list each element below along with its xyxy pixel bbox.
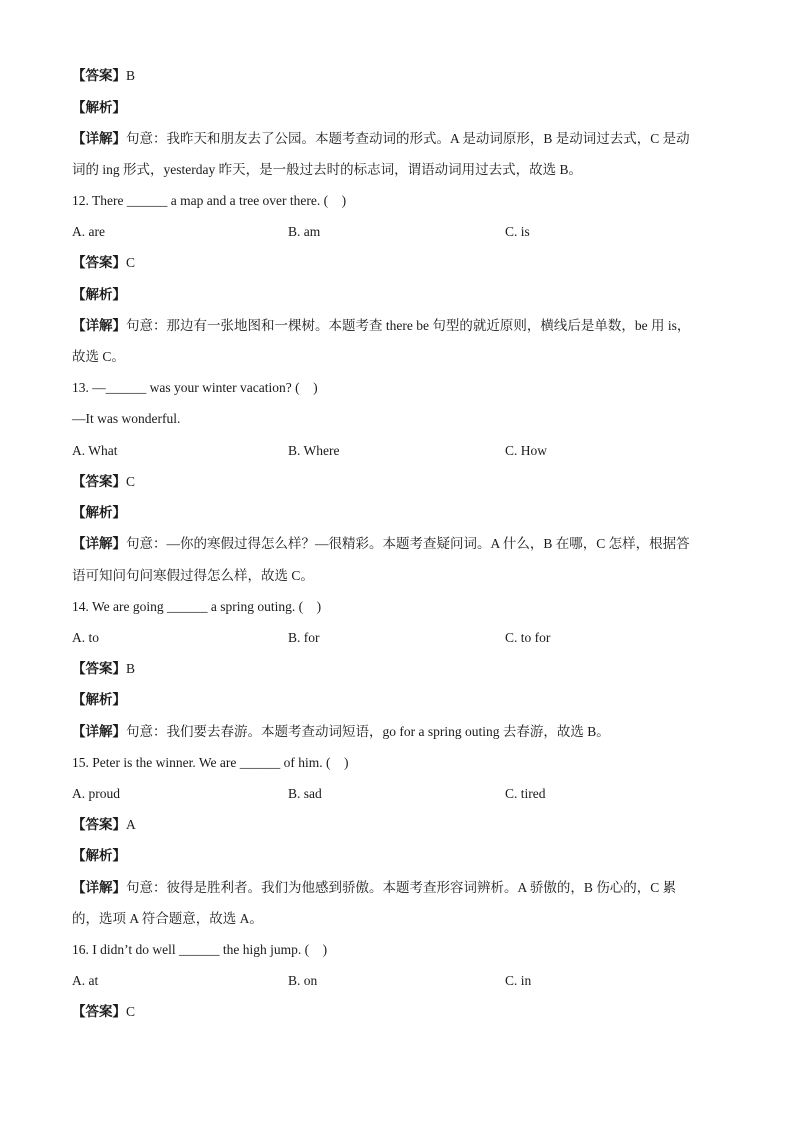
option-c: C. in (505, 973, 532, 988)
detail-line (72, 316, 714, 336)
question-text: 13. —______ was your winter vacation? ( ) (72, 380, 318, 395)
detail-line (72, 129, 714, 149)
answer-label: 【答案】 (72, 817, 126, 832)
detail-label: 【详解】 (72, 536, 126, 551)
question-text: 14. We are going ______ a spring outing. ( ) (72, 599, 322, 614)
option-c: C. to for (505, 630, 551, 645)
option-b: B. Where (288, 443, 340, 458)
option-c: C. How (505, 443, 548, 458)
detail-line (72, 534, 714, 554)
detail-label: 【详解】 (72, 131, 126, 146)
detail-label: 【详解】 (72, 318, 126, 333)
detail-text: 句意：那边有一张地图和一棵树。本题考查 there be 句型的就近原则，横线后是单数，be 用 is， (126, 318, 691, 333)
option-c: C. tired (505, 786, 546, 801)
detail-text: 词的 ing 形式，yesterday 昨天，是一般过去时的标志词，谓语动词用过去式，故选 B。 (72, 162, 582, 177)
option-b: B. on (288, 973, 318, 988)
detail-text: 的，选项 A 符合题意，故选 A。 (72, 911, 263, 926)
answer-value: C (126, 255, 136, 270)
detail-text: 句意：彼得是胜利者。我们为他感到骄傲。本题考查形容词辨析。A 骄傲的，B 伤心的，C 累 (126, 880, 677, 895)
answer-label: 【答案】 (72, 474, 126, 489)
question-text: 16. I didn’t do well ______ the high jump. ( ) (72, 942, 328, 957)
analysis-label: 【解析】 (72, 287, 126, 302)
detail-label: 【详解】 (72, 880, 126, 895)
analysis-label: 【解析】 (72, 505, 126, 520)
answer-label: 【答案】 (72, 255, 126, 270)
detail-line (72, 878, 714, 898)
question-text-line2: —It was wonderful. (72, 411, 181, 426)
answer-line (72, 1002, 714, 1022)
question-text: 15. Peter is the winner. We are ______ of him. ( ) (72, 755, 349, 770)
answer-value: C (126, 1004, 136, 1019)
answer-label: 【答案】 (72, 661, 126, 676)
detail-text: 语可知问句问寒假过得怎么样，故选 C。 (72, 568, 314, 583)
detail-text: 句意：—你的寒假过得怎么样？—很精彩。本题考查疑问词。A 什么，B 在哪，C 怎样，根据答 (126, 536, 690, 551)
option-a: A. to (72, 630, 99, 645)
detail-line (72, 722, 714, 742)
answer-line (72, 659, 714, 679)
analysis-label: 【解析】 (72, 692, 126, 707)
option-a: A. proud (72, 786, 120, 801)
option-a: A. are (72, 224, 105, 239)
answer-line (72, 66, 714, 86)
question-text: 12. There ______ a map and a tree over there. ( ) (72, 193, 347, 208)
detail-text: 句意：我们要去春游。本题考查动词短语，go for a spring outing 去春游，故选 B。 (126, 724, 610, 739)
answer-value: B (126, 661, 136, 676)
analysis-label: 【解析】 (72, 100, 126, 115)
option-b: B. am (288, 224, 321, 239)
detail-text: 句意：我昨天和朋友去了公园。本题考查动词的形式。A 是动词原形，B 是动词过去式，C 是动 (126, 131, 690, 146)
answer-label: 【答案】 (72, 1004, 126, 1019)
answer-label: 【答案】 (72, 68, 126, 83)
answer-line (72, 253, 714, 273)
option-a: A. at (72, 973, 99, 988)
answer-value: A (126, 817, 136, 832)
answer-line (72, 472, 714, 492)
answer-line (72, 815, 714, 835)
detail-label: 【详解】 (72, 724, 126, 739)
option-b: B. sad (288, 786, 322, 801)
analysis-label: 【解析】 (72, 848, 126, 863)
detail-text: 故选 C。 (72, 349, 125, 364)
option-a: A. What (72, 443, 118, 458)
option-c: C. is (505, 224, 530, 239)
answer-value: C (126, 474, 136, 489)
option-b: B. for (288, 630, 320, 645)
answer-value: B (126, 68, 136, 83)
